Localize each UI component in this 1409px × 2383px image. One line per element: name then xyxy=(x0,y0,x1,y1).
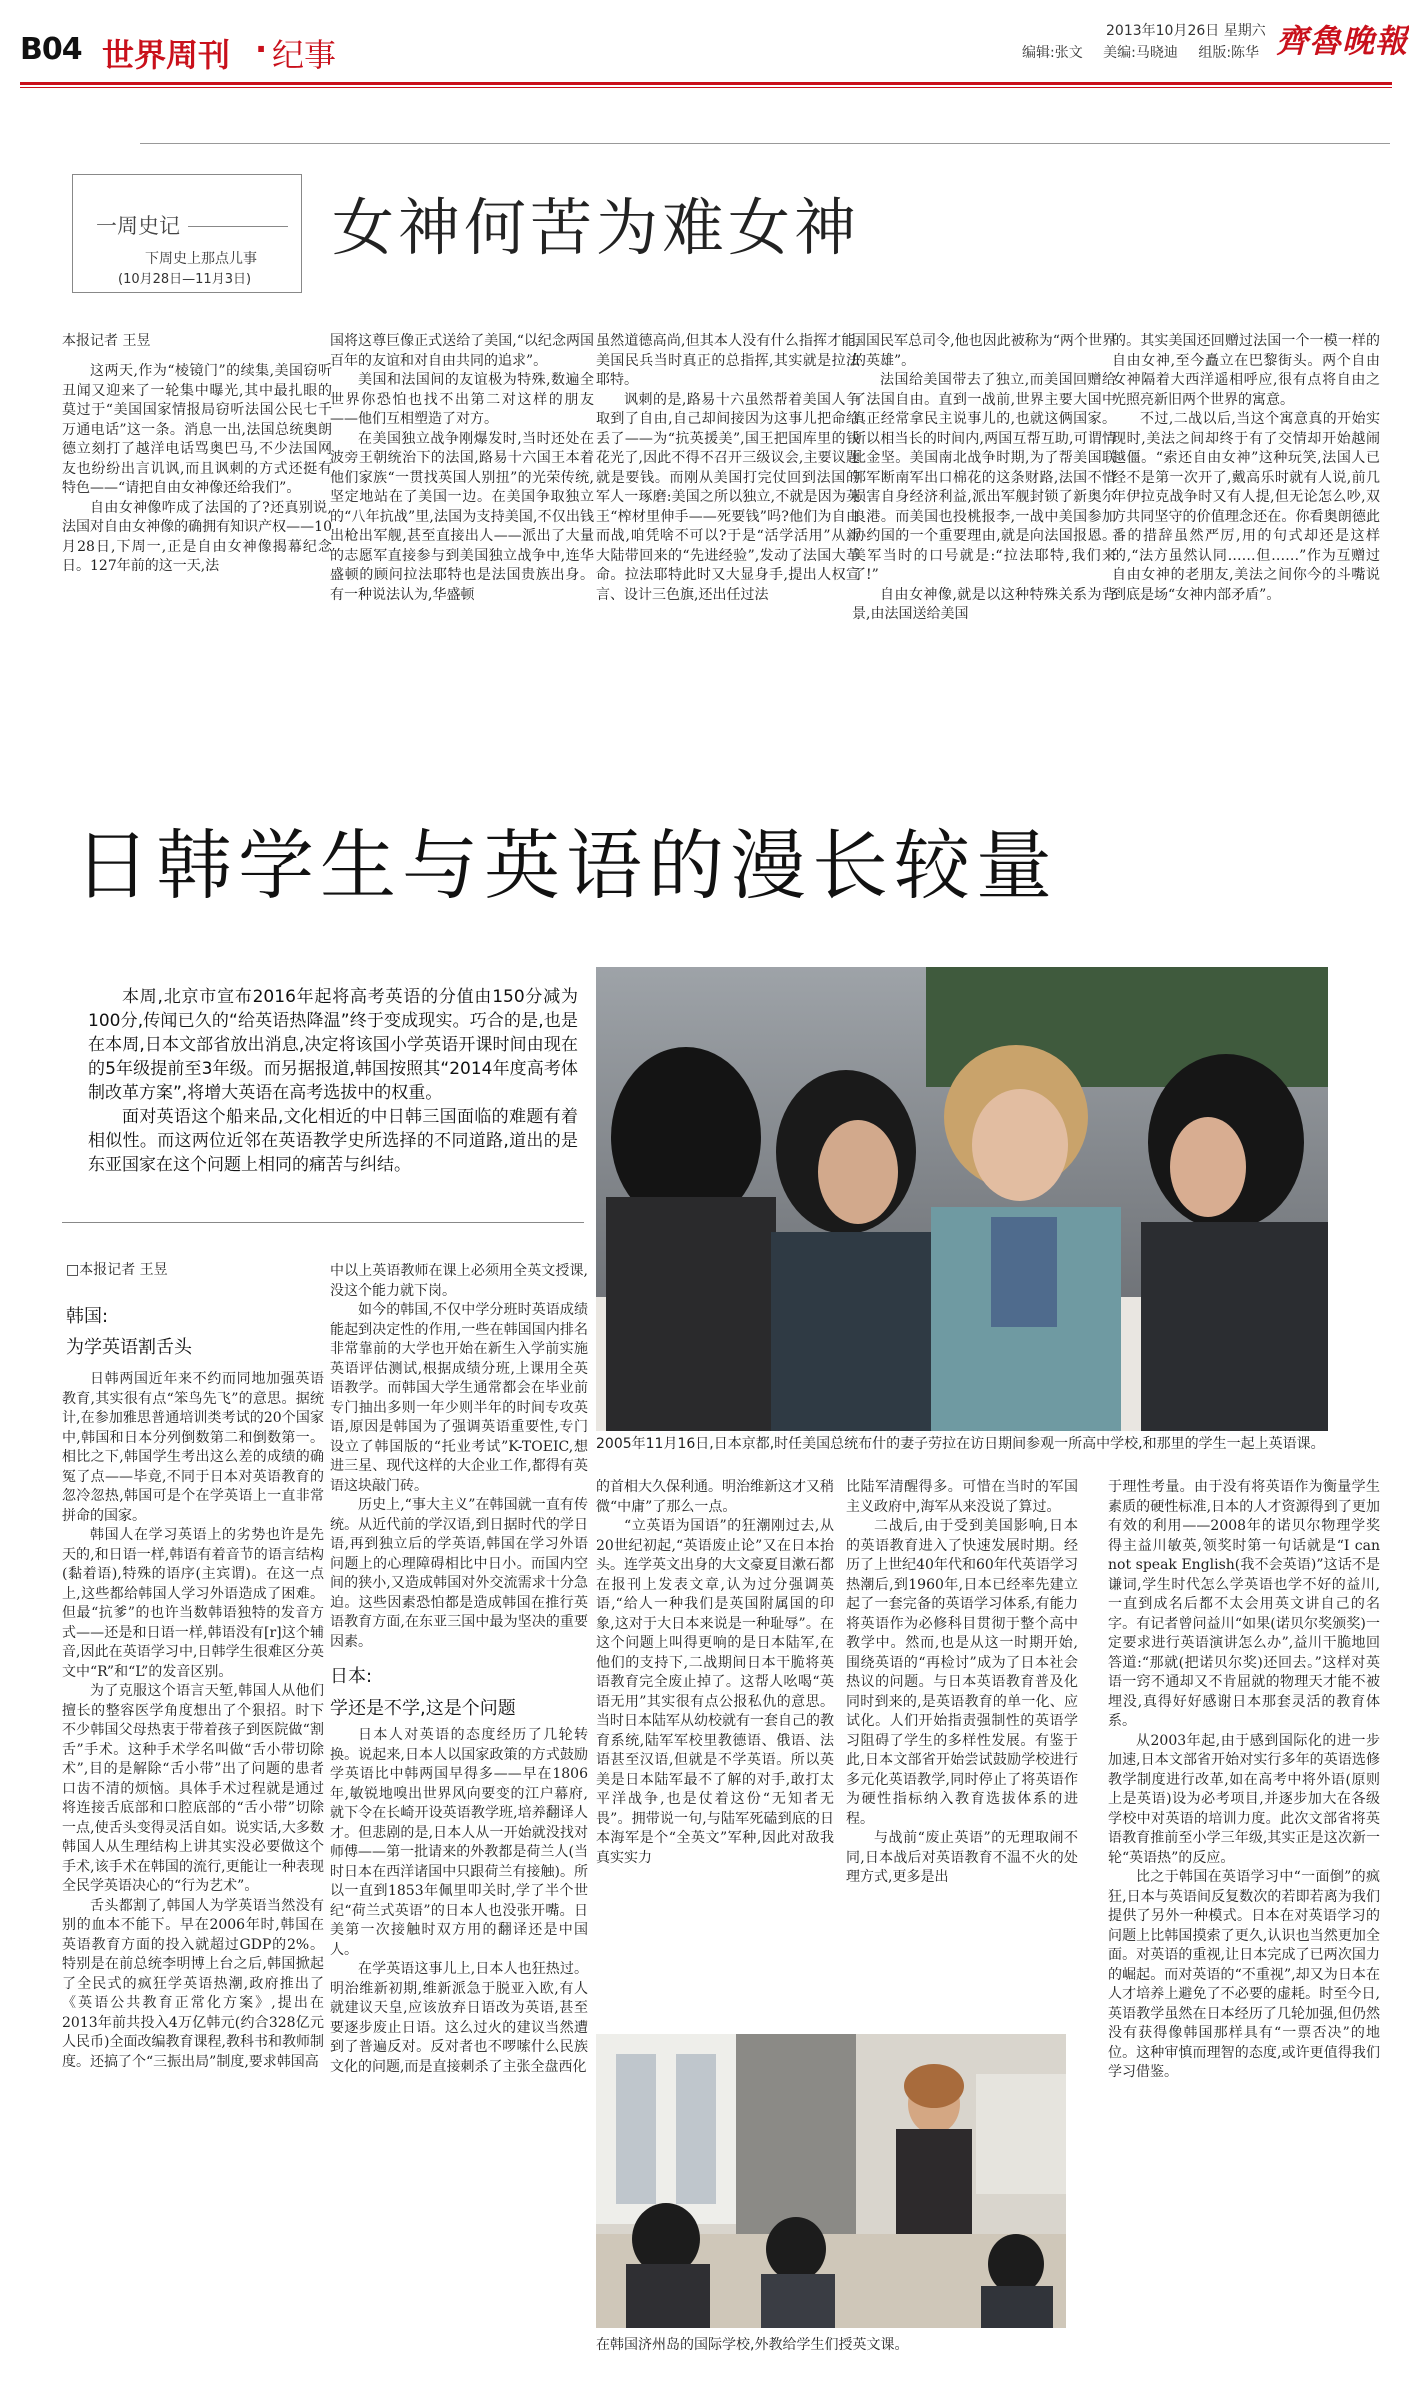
history-box-line xyxy=(188,226,288,227)
header-rule-thin xyxy=(20,87,1392,88)
article2-intro: 本周,北京市宣布2016年起将高考英语的分值由150分减为100分,传闻已久的“给英语热降温”终于变成现实。巧合的是,也是在本周,日本文部省放出消息,决定将该国小学英语开课时间由现在的5年级提前至3年级。而另据报道,韩国按照其“2014年度高考体制改革方案”,将增大英语在高考选拔中的权重。 面对英语这个船来品,文化相近的中日韩三国面临的难题有着相似性。而这两位近邻在英语教学史所选择的不同道路,道出的是东亚国家在这个问题上相同的痛苦与纠结。 xyxy=(88,987,578,1175)
layout-credit: 组版:陈华 xyxy=(1198,45,1260,61)
staff-credits xyxy=(1022,42,1275,62)
classroom-photo-caption: 2005年11月16日,日本京都,时任美国总统布什的妻子劳拉在访日期间参观一所高中学校,和那里的学生一起上英语课。 xyxy=(596,1436,1325,1452)
classroom-photo xyxy=(596,967,1328,1431)
article1-col4: 国国民军总司令,他也因此被称为“两个世界的英雄”。 法国给美国带去了独立,而美国回赠给了法国自由。直到一战前,世界主要大国中真正经常拿民主说事儿的,也就这俩国家。所以相当长的时间内,两国互帮互助,可谓情比金坚。美国南北战争时期,为了帮美国联邦军断南军出口棉花的这条财路,法国不惜损害自身经济利益,派出军舰封锁了新奥尔良港。而美国也投桃报李,一战中美国参加协约国的一个重要理由,就是向法国报恩。美军当时的口号就是:“拉法耶特,我们来了!” 自由女神像,就是以这种特殊关系为背景,由法国送给美国 xyxy=(852,333,1116,622)
article1-byline: 本报记者 王昱 xyxy=(62,333,151,349)
subsection-title: 纪事 xyxy=(272,36,337,74)
article2-col3: 的首相大久保利通。明治维新这才又稍微“中庸”了那么一点。 “立英语为国语”的狂潮刚过去,从20世纪初起,“英语废止论”又在日本抬头。连学英文出身的大文豪夏目漱石都在报刊上发表文章,认为过分强调英语,“给人一种我们是英国附属国的印象,这对于大日本来说是一种耻辱”。在这个问题上叫得更响的是日本陆军,在他们的支持下,二战期间日本干脆将英语教育完全废止掉了。这帮人吆喝“英语无用”其实很有点公报私仇的意思。当时日本陆军从幼校就有一套自己的教育系统,陆军军校里教德语、俄语、法语甚至汉语,但就是不学英语。所以英美是日本陆军最不了解的对手,敢打太平洋战争,也是仗着这份“无知者无畏”。拥带说一句,与陆军死磕到底的日本海军是个“全英文”军种,因此对敌我真实实力 xyxy=(596,1479,834,1866)
section-dot: · xyxy=(255,30,268,68)
article2-col2: 中以上英语教师在课上必须用全英文授课,没这个能力就下岗。 如今的韩国,不仅中学分班时英语成绩能起到决定性的作用,一些在韩国国内排名非常靠前的大学也开始在新生入学前实施英语评估测试,根据成绩分班,上课用全英语教学。而韩国大学生通常都会在毕业前专门抽出多则一年少则半年的时间专攻英语,原因是韩国为了强调英语重要性,专门设立了韩国版的“托业考试”K-TOEIC,想进三星、现代这样的大企业工作,都得有英语这块敲门砖。 历史上,“事大主义”在韩国就一直有传统。从近代前的学汉语,到日据时代的学日语,再到独立后的学英语,韩国在学习外语问题上的心理障碍相比中日小。而国内空间的狭小,又造成韩国对外交流需求十分急迫。这些因素恐怕都是造成韩国在推行英语教育方面,在东亚三国中最为坚决的重要因素。 日本: 学还是不学,这是个问题 日本人对英语的态度经历了几轮转换。说起来,日本人以国家政策的方式鼓励学英语比中韩两国早得多——早在1806年,敏锐地嗅出世界风向要变的江户幕府,就下令在长崎开设英语教学班,培养翻译人才。但悲剧的是,日本人从一开始就没找对师傅——第一批请来的外教都是荷兰人(当时日本在西洋诸国中只跟荷兰有接触)。所以一直到1853年佩里叩关时,学了半个世纪“荷兰式英语”的日本人也没张开嘴。日美第一次接触时双方用的翻译还是中国人。 在学英语这事儿上,日本人也狂热过。明治维新初期,维新派急于脱亚入欧,有人就建议天皇,应该放弃日语改为英语,甚至要逐步废止日语。这么过火的建议当然遭到了普遍反对。反对者也不啰嗦什么民族文化的问题,而是直接刺杀了主张全盘西化 xyxy=(330,1263,588,2075)
newspaper-logo: 齊魯晚報 xyxy=(1276,22,1409,60)
article1-headline: 女神何苦为难女神 xyxy=(332,191,861,264)
history-box-label: 一周史记 xyxy=(96,214,180,238)
article2-col4: 比陆军清醒得多。可惜在当时的军国主义政府中,海军从来没说了算过。 二战后,由于受到美国影响,日本的英语教育进入了快速发展时期。经历了上世纪40年代和60年代英语学习热潮后,到1960年,日本已经率先建立起了一套完备的英语学习体系,有能力将英语作为必修科目贯彻于整个高中教学中。然而,也是从这一时期开始,围绕英语的“再检讨”成为了日本社会热议的问题。与日本英语教育普及化同时到来的,是英语教育的单一化、应试化。人们开始指责强制性的英语学习阻碍了学生的多样性发展。有鉴于此,日本文部省开始尝试鼓励学校进行多元化英语教学,同时停止了将英语作为硬性指标纳入教育选拔体系的进程。 与战前“废止英语”的无理取闹不同,日本战后对英语教育不温不火的处理方式,更多是出 xyxy=(846,1479,1078,1885)
designer-credit: 美编:马晓迪 xyxy=(1103,45,1178,61)
editor-credit: 编辑:张文 xyxy=(1022,45,1083,61)
jeju-photo-caption: 在韩国济州岛的国际学校,外教给学生们授英文课。 xyxy=(596,2337,909,2353)
article2-byline: □本报记者 王昱 xyxy=(66,1262,168,1278)
korea-subhead: 为学英语割舌头 xyxy=(66,1337,192,1358)
jeju-classroom-photo xyxy=(596,2034,1066,2328)
history-box-subtitle: 下周史上那点儿事 xyxy=(145,251,257,267)
section-divider xyxy=(140,143,1390,144)
article1-col1: 这两天,作为“棱镜门”的续集,美国窃听丑闻又迎来了一轮集中曝光,其中最扎眼的莫过于“美国国家情报局窃听法国公民七千万通电话”这一条。消息一出,法国总统奥朗德立刻打了越洋电话骂奥巴马,不少法国网友也纷纷出言讥讽,而且讽刺的方式还挺有特色——“请把自由女神像还给我们”。 自由女神像咋成了法国的了?还真别说,法国对自由女神像的确拥有知识产权——10月28日,下周一,正是自由女神像揭幕纪念日。127年前的这一天,法 xyxy=(62,363,332,574)
korea-label: 韩国: xyxy=(66,1306,109,1327)
issue-date: 2013年10月26日 星期六 xyxy=(1106,23,1266,39)
article1-col5: 的。其实美国还回赠过法国一个一模一样的自由女神,至今矗立在巴黎街头。两个自由女神隔着大西洋遥相呼应,很有点将自由之光照亮新旧两个世界的寓意。 不过,二战以后,当这个寓意真的开始实现时,美法之间却终于有了交情却开始越闹越僵。“索还自由女神”这种玩笑,法国人已经不是第一次开了,戴高乐时就有人说,前几年伊拉克战争时又有人提,但无论怎么吵,双方共同坚守的价值理念还在。你看奥朗德此番的措辞虽然严厉,用的句式却还是这样的,“法方虽然认同……但……”作为互赠过自由女神的老朋友,美法之间你今的斗嘴说到底是场“女神内部矛盾”。 xyxy=(1112,333,1380,603)
japan-subhead-block xyxy=(330,1662,588,1720)
article2-col5: 于理性考量。由于没有将英语作为衡量学生素质的硬性标准,日本的人才资源得到了更加有效的利用——2008年的诺贝尔物理学奖得主益川敏英,领奖时第一句话就是“I can not speak English(我不会英语)”这话不是谦词,学生时代怎么学英语也学不好的益川,一直到成名后都不太会用英文讲自己的名字。有记者曾问益川“如果(诺贝尔奖颁奖)一定要求进行英语演讲怎么办”,益川干脆地回答道:“那就(把诺贝尔奖)还回去。”这样对英语一窍不通却又不肯屈就的物理天才能不被埋没,真得好好感谢日本那套灵活的教育体系。 从2003年起,由于感到国际化的进一步加速,日本文部省开始对实行多年的英语选修教学制度进行改革,如在高考中将外语(原则上是英语)设为必考项目,并逐步加大在各级学校中对英语的培训力度。此次文部省将英语教育推前至小学三年级,其实正是这次新一轮“英语热”的反应。 比之于韩国在英语学习中“一面倒”的疯狂,日本与英语间反复数次的若即若离为我们提供了另外一种模式。日本在对英语学习的问题上比韩国摸索了更久,认识也当然更加全面。对英语的重视,让日本完成了已两次国力的崛起。而对英语的“不重视”,却又为日本在人才培养上避免了不必要的虚耗。时至今日,英语教学虽然在日本经历了几轮加强,但仍然没有获得像韩国那样具有“一票否决”的地位。这种审慎而理智的态度,或许更值得我们学习借鉴。 xyxy=(1108,1479,1380,2080)
history-box-dates: (10月28日—11月3日) xyxy=(118,272,252,287)
japan-label: 日本: xyxy=(330,1666,373,1687)
page-number: B04 xyxy=(20,32,82,67)
article1-col3: 虽然道德高尚,但其本人没有什么指挥才能,美国民兵当时真正的总指挥,其实就是拉法耶特。 讽刺的是,路易十六虽然帮着美国人争取到了自由,自己却间接因为这事儿把命给丢了——为“抗英援美”,国王把国库里的钱花光了,因此不得不召开三级议会,主要议题就是要钱。而刚从美国打完仗回到法国的军人一琢磨:美国之所以独立,不就是因为英王“榨材里伸手——死要钱”吗?他们为自由而战,咱凭啥不可以?于是“活学活用”从新大陆带回来的“先进经验”,发动了法国大革命。拉法耶特此时又大显身手,提出人权宣言、设计三色旗,还出任过法 xyxy=(596,333,860,603)
article2-headline: 日韩学生与英语的漫长较量 xyxy=(74,821,1058,910)
section-title: 世界周刊 xyxy=(102,36,231,74)
article2-col1: 日韩两国近年来不约而同地加强英语教育,其实很有点“笨鸟先飞”的意思。据统计,在参加雅思普通培训类考试的20个国家中,韩国和日本分列倒数第二和倒数第一。相比之下,韩国学生考出这么差的成绩的确冤了点——毕竟,不同于日本对英语教育的忽冷忽热,韩国可是个在学英语上一直非常拼命的国家。 韩国人在学习英语上的劣势也许是先天的,和日语一样,韩语有着音节的语言结构(黏着语),特殊的语序(主宾谓)。在这一点上,这些都给韩国人学习外语造成了困难。但最“抗爹”的也许当数韩语独特的发音方式——还是和日语一样,韩语没有[r]这个辅音,因此在英语学习中,日韩学生很难区分英文中“R”和“L”的发音区别。 为了克服这个语言天堑,韩国人从他们擅长的整容医学角度想出了个狠招。时下不少韩国父母热衷于带着孩子到医院做“割舌”手术。这种手术学名叫做“舌小带切除术”,目的是解除“舌小带”出了问题的患者口齿不清的烦恼。具体手术过程就是通过将连接舌底部和口腔底部的“舌小带”切除一点,使舌头变得灵活自如。说实话,大多数韩国人从生理结构上讲其实没必要做这个手术,该手术在韩国的流行,更能让一种表现全民学英语决心的“行为艺术”。 舌头都割了,韩国人为学英语当然没有别的血本不能下。早在2006年时,韩国在英语教育方面的投入就超过GDP的2%。特别是在前总统李明博上台之后,韩国掀起了全民式的疯狂学英语热潮,政府推出了《英语公共教育正常化方案》,提出在2013年前共投入4万亿韩元(约合328亿元人民币)全面改编教育课程,教科书和教师制度。还搞了个“三振出局”制度,要求韩国高 xyxy=(62,1371,324,2070)
japan-subhead: 学还是不学,这是个问题 xyxy=(330,1698,516,1719)
classroom-photo-illustration xyxy=(596,967,1328,1431)
header-rule xyxy=(20,82,1392,85)
intro-divider xyxy=(62,1222,584,1223)
jeju-classroom-photo-illustration xyxy=(596,2034,1066,2328)
article1-col2: 国将这尊巨像正式送给了美国,“以纪念两国百年的友谊和对自由共同的追求”。 美国和法国间的友谊极为特殊,数遍全世界你恐怕也找不出第二对这样的朋友——他们互相塑造了对方。 在美国独立战争刚爆发时,当时还处在波旁王朝统治下的法国,路易十六国王本着他们家族“一贯找英国人别扭”的光荣传统,坚定地站在了美国一边。在美国争取独立的“八年抗战”里,法国为支持美国,不仅出钱出枪出军舰,甚至直接出人——派出了大量的志愿军直接参与到美国独立战争中,连华盛顿的顾问拉法耶特也是法国贵族出身。有一种说法认为,华盛顿 xyxy=(330,333,594,603)
